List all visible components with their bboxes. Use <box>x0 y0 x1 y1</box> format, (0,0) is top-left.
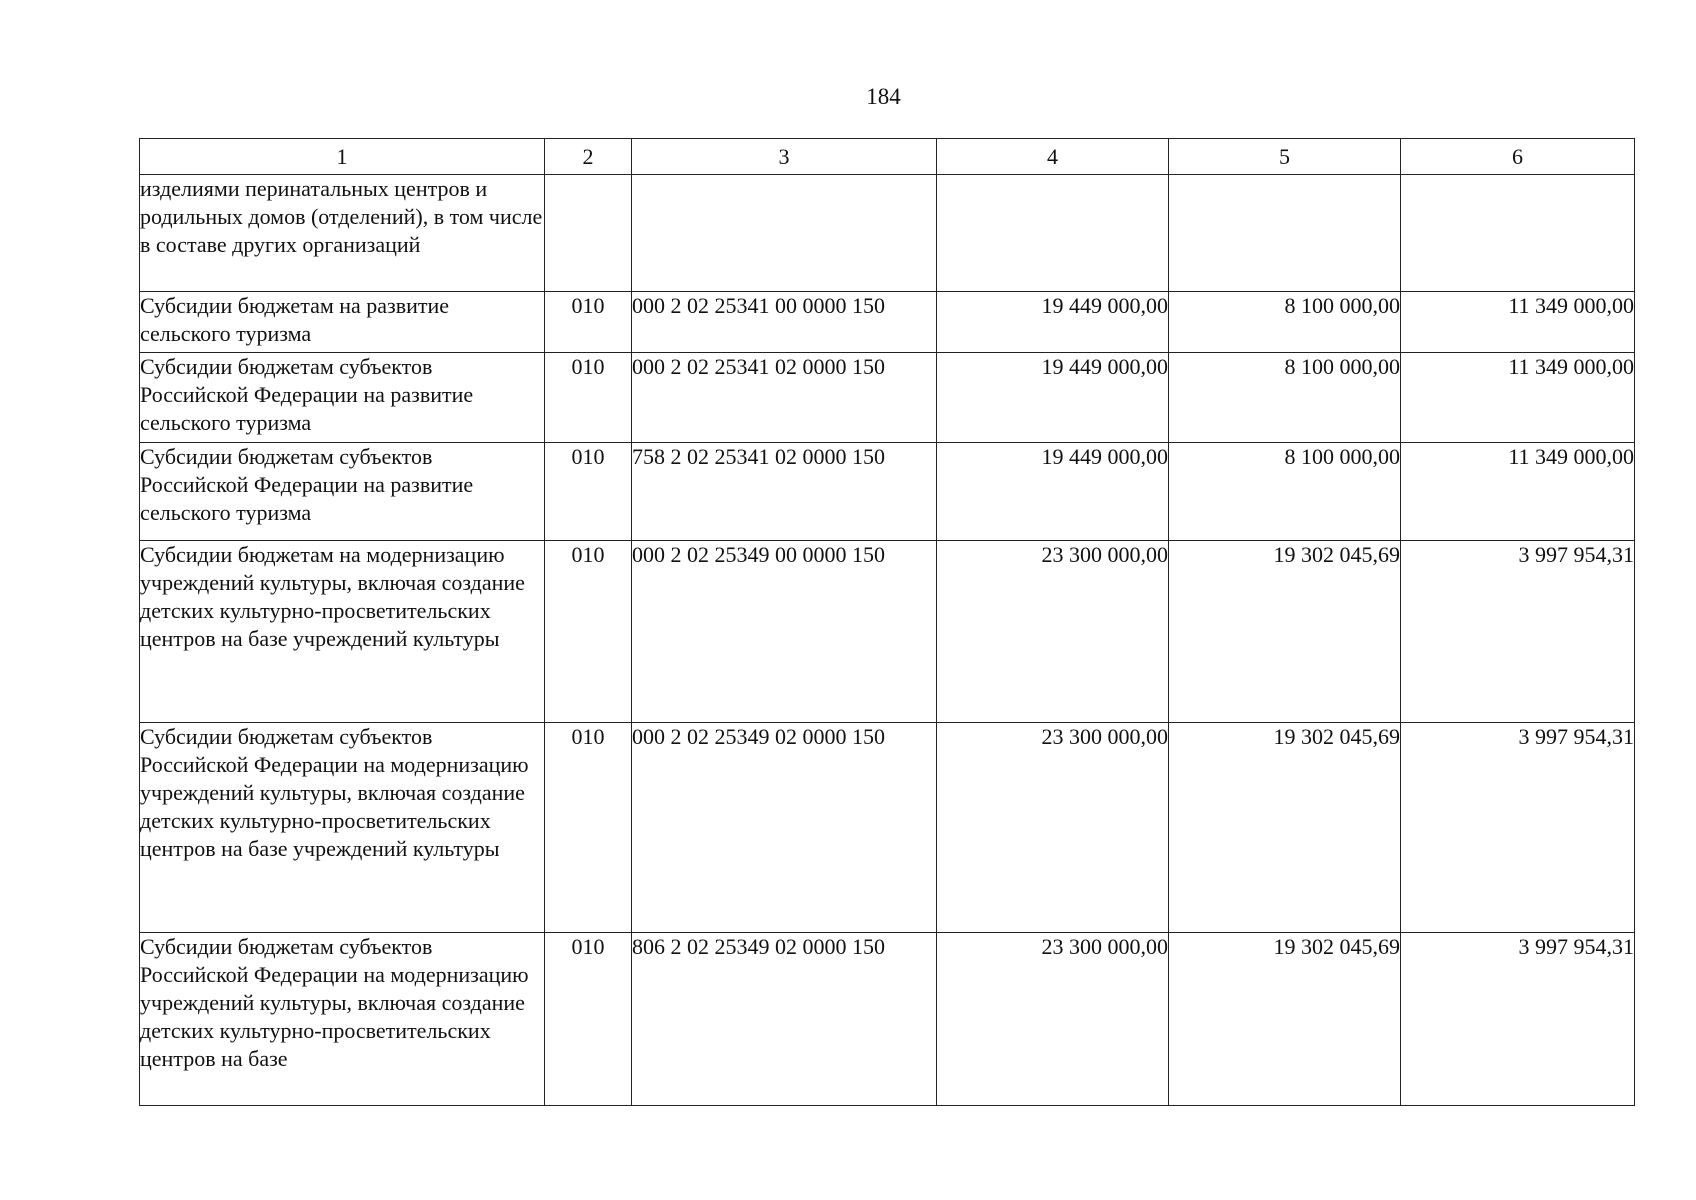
row-name-cell: Субсидии бюджетам на развитие сельского туризма <box>140 292 545 353</box>
row-value-6-cell: 11 349 000,00 <box>1401 353 1635 443</box>
table-row <box>140 723 1635 933</box>
row-value-5-cell: 19 302 045,69 <box>1169 541 1401 723</box>
row-kbk-cell <box>632 175 937 292</box>
row-value-6-cell: 11 349 000,00 <box>1401 292 1635 353</box>
row-kbk-cell: 000 2 02 25349 02 0000 150 <box>632 723 937 933</box>
row-value-4-cell: 19 449 000,00 <box>937 292 1169 353</box>
row-value-4-cell: 23 300 000,00 <box>937 723 1169 933</box>
table-row <box>140 541 1635 723</box>
row-code-cell: 010 <box>545 723 632 933</box>
table-row <box>140 933 1635 1106</box>
row-kbk-cell: 000 2 02 25341 00 0000 150 <box>632 292 937 353</box>
row-value-5-cell: 19 302 045,69 <box>1169 933 1401 1106</box>
row-value-6-cell: 3 997 954,31 <box>1401 933 1635 1106</box>
row-name-cell: Субсидии бюджетам субъектов Российской Федерации на модернизацию учреждений культуры, включая создание детских культурно-просветительских центров на базе <box>140 933 545 1106</box>
page-number: 184 <box>866 84 901 109</box>
row-value-5-cell: 8 100 000,00 <box>1169 292 1401 353</box>
row-value-5-cell: 8 100 000,00 <box>1169 353 1401 443</box>
row-value-4-cell: 19 449 000,00 <box>937 443 1169 541</box>
table-row <box>140 175 1635 292</box>
row-value-6-cell: 11 349 000,00 <box>1401 443 1635 541</box>
table-row <box>140 353 1635 443</box>
row-value-6-cell: 3 997 954,31 <box>1401 723 1635 933</box>
column-header-2: 2 <box>545 139 632 175</box>
row-name-cell: Субсидии бюджетам субъектов Российской Федерации на развитие сельского туризма <box>140 353 545 443</box>
row-name-cell: Субсидии бюджетам на модернизацию учреждений культуры, включая создание детских культурно-просветительских центров на базе учреждений культуры <box>140 541 545 723</box>
row-kbk-cell: 000 2 02 25341 02 0000 150 <box>632 353 937 443</box>
row-value-5-cell: 8 100 000,00 <box>1169 443 1401 541</box>
column-header-6: 6 <box>1401 139 1635 175</box>
row-value-4-cell: 23 300 000,00 <box>937 541 1169 723</box>
row-value-5-cell: 19 302 045,69 <box>1169 723 1401 933</box>
row-value-4-cell <box>937 175 1169 292</box>
table-header-row <box>140 139 1635 175</box>
column-header-1: 1 <box>140 139 545 175</box>
row-kbk-cell: 758 2 02 25341 02 0000 150 <box>632 443 937 541</box>
budget-table <box>139 138 1635 1106</box>
row-name-cell: Субсидии бюджетам субъектов Российской Федерации на модернизацию учреждений культуры, включая создание детских культурно-просветительских центров на базе учреждений культуры <box>140 723 545 933</box>
row-value-4-cell: 19 449 000,00 <box>937 353 1169 443</box>
row-code-cell: 010 <box>545 353 632 443</box>
row-kbk-cell: 806 2 02 25349 02 0000 150 <box>632 933 937 1106</box>
table-row <box>140 443 1635 541</box>
row-code-cell: 010 <box>545 292 632 353</box>
table-row <box>140 292 1635 353</box>
row-value-4-cell: 23 300 000,00 <box>937 933 1169 1106</box>
column-header-3: 3 <box>632 139 937 175</box>
row-value-5-cell <box>1169 175 1401 292</box>
row-value-6-cell <box>1401 175 1635 292</box>
row-code-cell: 010 <box>545 933 632 1106</box>
row-code-cell: 010 <box>545 443 632 541</box>
column-header-4: 4 <box>937 139 1169 175</box>
row-code-cell <box>545 175 632 292</box>
column-header-5: 5 <box>1169 139 1401 175</box>
row-kbk-cell: 000 2 02 25349 00 0000 150 <box>632 541 937 723</box>
row-name-cell: Субсидии бюджетам субъектов Российской Федерации на развитие сельского туризма <box>140 443 545 541</box>
row-name-cell: изделиями перинатальных центров и родильных домов (отделений), в том числе в составе других организаций <box>140 175 545 292</box>
row-value-6-cell: 3 997 954,31 <box>1401 541 1635 723</box>
row-code-cell: 010 <box>545 541 632 723</box>
